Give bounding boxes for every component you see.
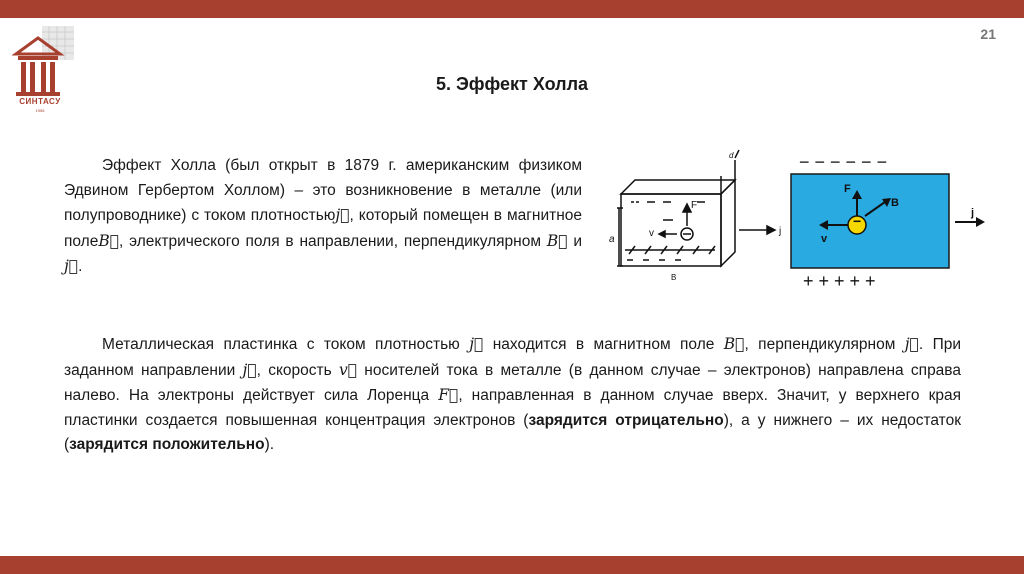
label-a: a — [609, 234, 615, 245]
paragraph1-text-a: Эффект Холла (был открыт в 1879 г. американским физиком Эдвином Гербертом Холлом) – это возникновение в металле (или полупроводнике) с током плотностью — [64, 157, 582, 224]
slide-number: 21 — [980, 26, 996, 42]
label-d: d — [729, 151, 734, 160]
label-v-left: v — [649, 228, 654, 239]
paragraph1-text-d: и — [567, 232, 582, 250]
vector-v: v⃗ — [338, 360, 358, 379]
paragraph2-text-b: находится в магнитном поле — [483, 336, 724, 353]
paragraph1-text-e: . — [78, 258, 83, 275]
plus-charges-row: + + + + + — [803, 271, 876, 291]
label-j-right: j — [971, 207, 975, 219]
paragraph2-text-c: , перпендикулярном — [744, 336, 905, 353]
minus-charges-row: − − − − − − — [799, 152, 888, 172]
logo-caption: СИНТАСУ — [19, 97, 61, 106]
paragraph-explanation — [64, 332, 961, 458]
hall-effect-diagram — [603, 146, 985, 294]
paragraph-definition — [64, 154, 582, 280]
vector-B: B⃗ — [546, 231, 568, 250]
paragraph2-text-g: , направленная в данном случае вверх. Значит, у верхнего края пластинки создается повышенная концентрация электронов ( — [64, 387, 961, 429]
logo-subcaption: 1956 — [35, 108, 45, 113]
bottom-accent-bar — [0, 556, 1024, 574]
paragraph2-text-i: ). — [264, 436, 275, 453]
vector-j: j⃗ — [242, 360, 257, 379]
vector-B: B⃗ — [723, 335, 745, 353]
paragraph1-text-b: , который помещен в магнитное поле — [64, 207, 582, 250]
paragraph2-text-d: . При заданном направлении — [64, 336, 961, 379]
bold-positive-charge: зарядится положительно — [69, 436, 265, 453]
label-F-right: F — [844, 183, 851, 195]
label-F-left: F — [691, 200, 698, 211]
vector-j: j⃗ — [904, 335, 919, 353]
top-accent-bar — [0, 0, 1024, 18]
vector-F: F⃗ — [438, 386, 459, 404]
electron-charge: − — [853, 213, 862, 229]
vector-j: j⃗ — [335, 206, 350, 224]
vector-j: j⃗ — [64, 257, 79, 275]
vector-j: j⃗ — [469, 335, 484, 353]
paragraph2-text-h: ), а у нижнего – их недостаток ( — [64, 411, 961, 453]
paragraph2-text-e: , скорость — [256, 361, 339, 379]
vector-B: B⃗ — [98, 231, 120, 250]
label-B-left: B — [671, 273, 677, 282]
paragraph2-text-a: Металлическая пластинка с током плотностью — [102, 336, 470, 353]
label-j-left: j — [779, 226, 782, 237]
paragraph1-text-c: , электрического поля в направлении, перпендикулярном — [119, 232, 547, 250]
paragraph2-text-f: носителей тока в металле (в данном случае – электронов) направлена справа налево. На электроны действует сила Лоренца — [64, 361, 961, 404]
label-v-right: v — [821, 233, 828, 245]
bold-negative-charge: зарядится отрицательно — [528, 411, 724, 429]
slide-title: 5. Эффект Холла — [435, 74, 589, 94]
hall-plate — [791, 174, 949, 268]
label-B-right: B — [891, 197, 899, 209]
